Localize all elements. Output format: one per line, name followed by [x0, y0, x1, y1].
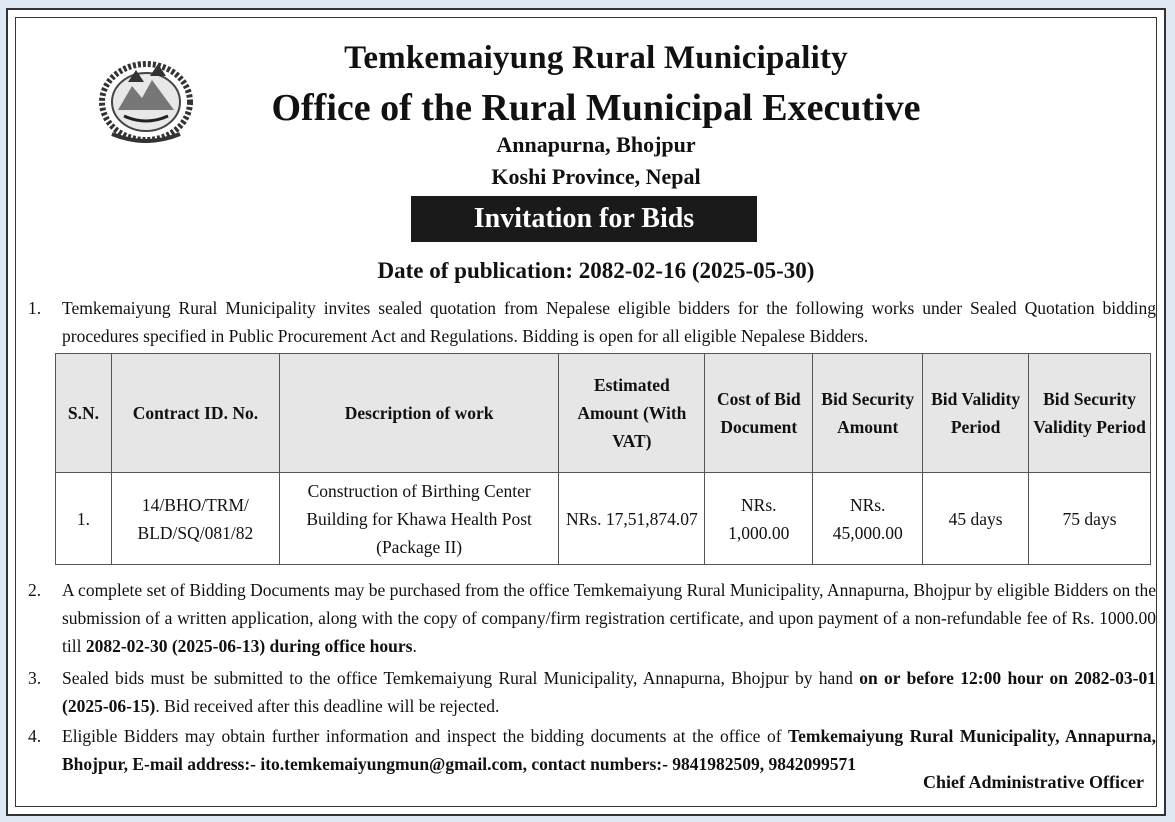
table-header: Bid Validity Period	[923, 354, 1029, 473]
table-row	[56, 473, 1151, 565]
paragraph-number: 1.	[28, 298, 42, 318]
office-title: Office of the Rural Municipal Executive	[271, 87, 921, 129]
table-header: Cost of Bid Document	[705, 354, 813, 473]
paragraph-number: 4.	[28, 726, 42, 746]
table-cell: 1.	[56, 473, 112, 565]
table-cell: 14/BHO/TRM/ BLD/SQ/081/82	[111, 473, 279, 565]
table-header: Bid Security Validity Period	[1029, 354, 1151, 473]
paragraph-number: 2.	[28, 580, 42, 600]
signature-title: Chief Administrative Officer	[923, 772, 1144, 792]
table-cell: Construction of Birthing Center Building for Khawa Health Post (Package II)	[279, 473, 559, 565]
publication-date: Date of publication: 2082-02-16 (2025-05-30)	[377, 258, 815, 283]
paragraph-2	[28, 576, 1156, 660]
paragraph-text: Temkemaiyung Rural Municipality invites sealed quotation from Nepalese eligible bidders for the following works under Sealed Quotation bidding procedures specified in Public Procurement Act and Regulations. Bidding is open for all eligible Nepalese Bidders.	[62, 298, 1156, 346]
paragraph-3	[28, 664, 1156, 720]
table-header: S.N.	[56, 354, 112, 473]
bid-table	[55, 353, 1151, 565]
invitation-banner: Invitation for Bids	[411, 196, 757, 242]
table-cell: 75 days	[1029, 473, 1151, 565]
paragraph-1	[28, 294, 1156, 350]
address-line-2: Koshi Province, Nepal	[491, 164, 701, 189]
table-cell: NRs. 1,000.00	[705, 473, 813, 565]
paragraph-text: Sealed bids must be submitted to the office Temkemaiyung Rural Municipality, Annapurna, Bhojpur by hand on or before 12:00 hour on 2082-03-01 (2025-06-15). Bid received after this deadline will be rejected.	[62, 668, 1156, 716]
submission-deadline: on or before 12:00 hour on 2082-03-01 (2025-06-15)	[62, 668, 1156, 716]
table-header: Bid Security Amount	[813, 354, 923, 473]
paragraph-number: 3.	[28, 668, 42, 688]
paragraph-4	[28, 722, 1156, 778]
table-header: Contract ID. No.	[111, 354, 279, 473]
paragraph-text: A complete set of Bidding Documents may be purchased from the office Temkemaiyung Rural Municipality, Annapurna, Bhojpur by eligible Bidders on the submission of a written application, along with the copy of company/firm registration certificate, and upon payment of a non-refundable fee of Rs. 1000.00 till 2082-02-30 (2025-06-13) during office hours.	[62, 580, 1156, 656]
table-header: Description of work	[279, 354, 559, 473]
fee-deadline: 2082-02-30 (2025-06-13) during office hours	[85, 636, 413, 656]
table-cell: NRs. 17,51,874.07	[559, 473, 705, 565]
table-cell: NRs. 45,000.00	[813, 473, 923, 565]
notice-inner-border	[15, 17, 1157, 807]
municipality-title: Temkemaiyung Rural Municipality	[344, 40, 848, 76]
table-header-row	[56, 354, 1151, 473]
table-cell: 45 days	[923, 473, 1029, 565]
table-header: Estimated Amount (With VAT)	[559, 354, 705, 473]
notice-frame	[6, 8, 1166, 816]
paragraph-text: Eligible Bidders may obtain further information and inspect the bidding documents at the office of Temkemaiyung Rural Municipality, Annapurna, Bhojpur, E-mail address:- ito.temkemaiyungmun@gmail.com, contact numbers:- 9841982509, 9842099571	[62, 726, 1156, 774]
address-line-1: Annapurna, Bhojpur	[496, 132, 696, 157]
contact-info: Temkemaiyung Rural Municipality, Annapurna, Bhojpur, E-mail address:- ito.temkemaiyungmun@gmail.com, contact numbers:- 9841982509, 9842099571	[62, 726, 1156, 774]
